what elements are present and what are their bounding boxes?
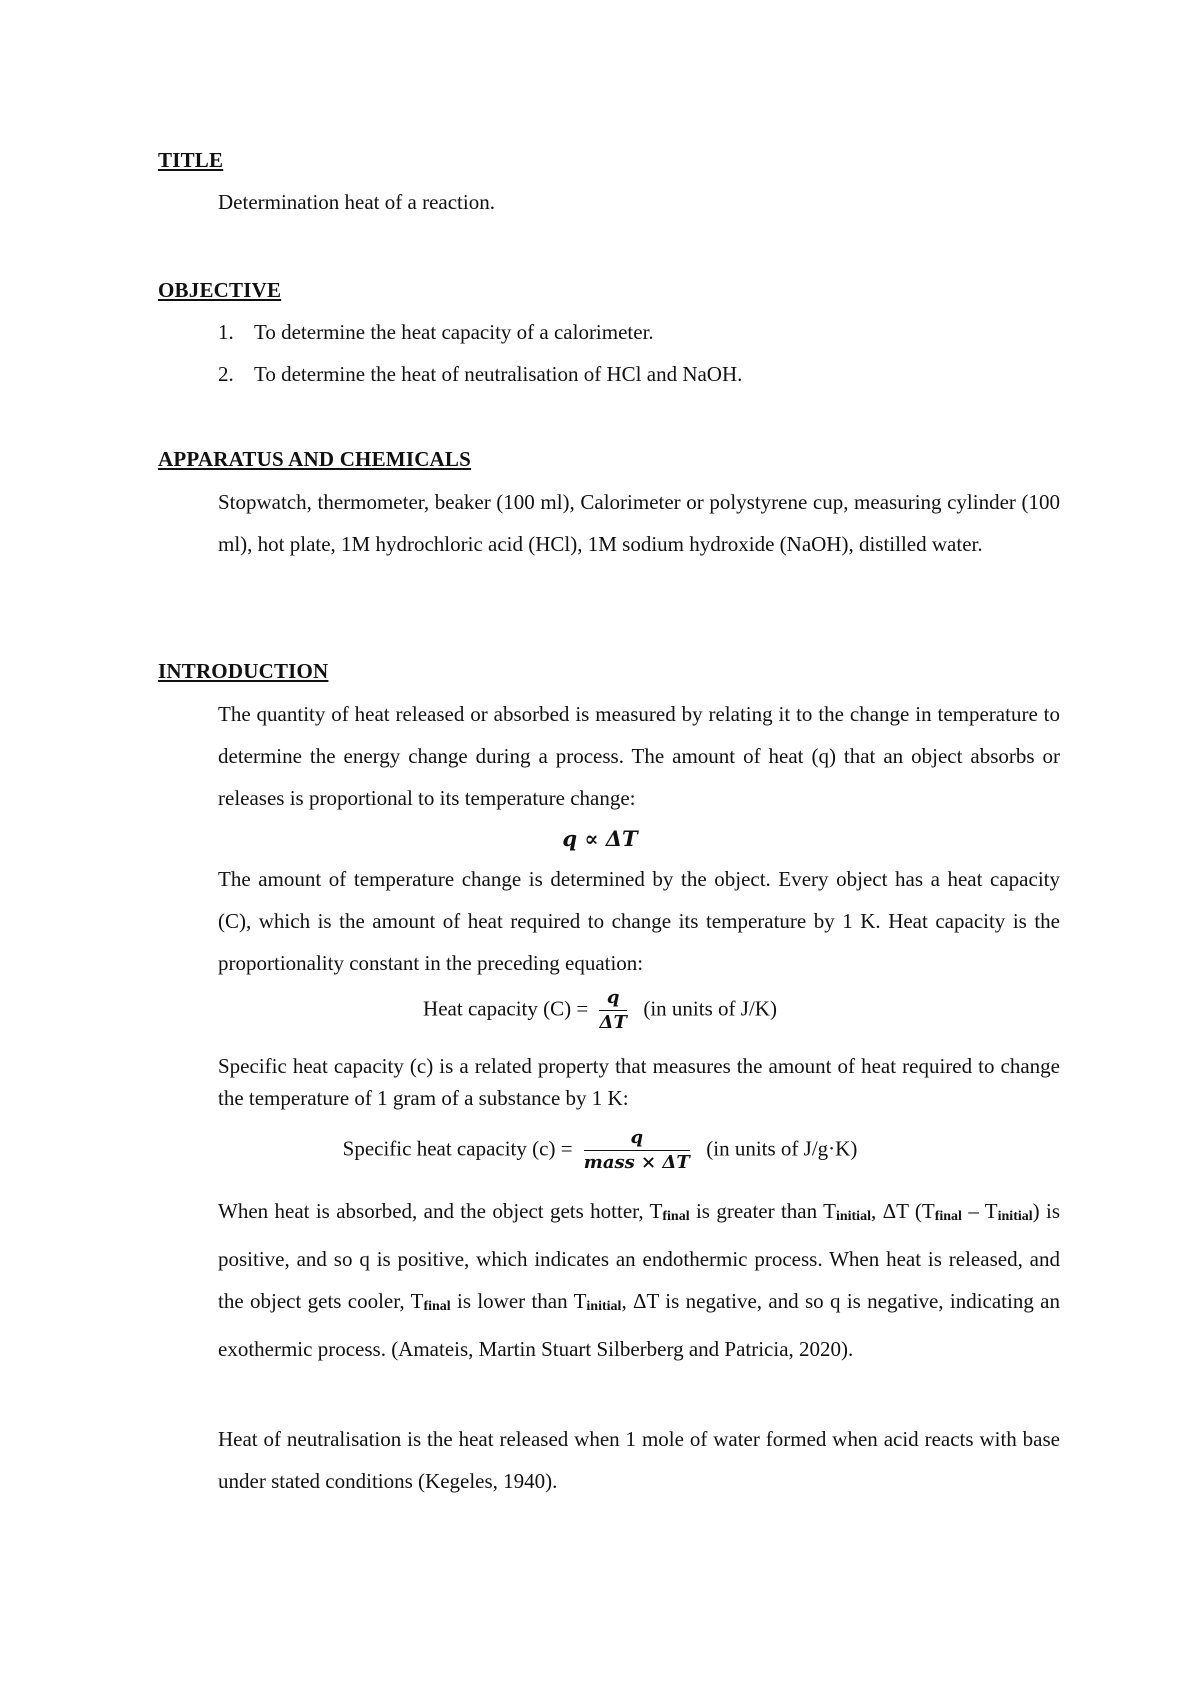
intro-paragraph-4: When heat is absorbed, and the object gets hotter, $T_{final}$ is greater than $T_{initial}$, ΔT $(T_{final} - T_{initial})$ is positive, and so q is positive, which indicates an endothermic process. When heat is released, and the object gets cooler, $T_{final}$ is lower than $T_{initial}$, ΔT is negative, and so q is negative, indicating an exothermic process. (Amateis, Martin Stuart Silberberg and Patricia, 2020). (218, 1199, 1060, 1361)
equation-proportional (0, 826, 1200, 852)
equation-specific-heat (0, 1128, 1200, 1173)
objective-item-number: 2. (218, 362, 234, 386)
equation-heat-capacity (0, 988, 1200, 1033)
objective-item-number: 1. (218, 320, 234, 344)
eq3-numerator: q (584, 1128, 690, 1151)
eq3-label: Specific heat capacity (c) = (342, 1136, 573, 1161)
intro-paragraph-3: Specific heat capacity (c) is a related property that measures the amount of heat required to change the temperature of 1 gram of a substance by 1 K: (218, 1054, 1060, 1110)
eq2-label: Heat capacity (C) = (423, 996, 589, 1021)
title-text: Determination heat of a reaction. (218, 190, 495, 214)
objective-item-text: To determine the heat of neutralisation of HCl and NaOH. (254, 362, 743, 386)
objective-item-text: To determine the heat capacity of a calorimeter. (254, 320, 654, 344)
eq2-denominator: ΔT (599, 1012, 627, 1033)
objective-heading: OBJECTIVE (158, 278, 282, 302)
introduction-heading: INTRODUCTION (158, 659, 329, 683)
intro-paragraph-1: The quantity of heat released or absorbed is measured by relating it to the change in temperature to determine the energy change during a process. The amount of heat (q) that an object absorbs or releases is proportional to its temperature change: (218, 702, 1060, 810)
apparatus-heading: APPARATUS AND CHEMICALS (158, 447, 472, 471)
equation-proportional-text: q ∝ ΔT (562, 826, 638, 851)
eq2-numerator: q (599, 988, 626, 1011)
eq3-fraction (584, 1128, 690, 1173)
intro-paragraph-2: The amount of temperature change is determined by the object. Every object has a heat capacity (C), which is the amount of heat required to change its temperature by 1 K. Heat capacity is the proportionality constant in the preceding equation: (218, 867, 1060, 975)
objective-item (218, 362, 742, 387)
intro-paragraph-5: Heat of neutralisation is the heat released when 1 mole of water formed when acid reacts with base under stated conditions (Kegeles, 1940). (218, 1427, 1060, 1493)
title-heading: TITLE (158, 148, 224, 172)
eq3-denominator: mass × ΔT (583, 1152, 690, 1173)
eq3-units: (in units of J/g·K) (706, 1136, 858, 1161)
apparatus-paragraph: Stopwatch, thermometer, beaker (100 ml), Calorimeter or polystyrene cup, measuring cylinder (100 ml), hot plate, 1M hydrochloric acid (HCl), 1M sodium hydroxide (NaOH), distilled water. (218, 490, 1060, 556)
eq2-units: (in units of J/K) (643, 996, 777, 1021)
objective-item (218, 320, 654, 345)
eq2-fraction (599, 988, 626, 1033)
